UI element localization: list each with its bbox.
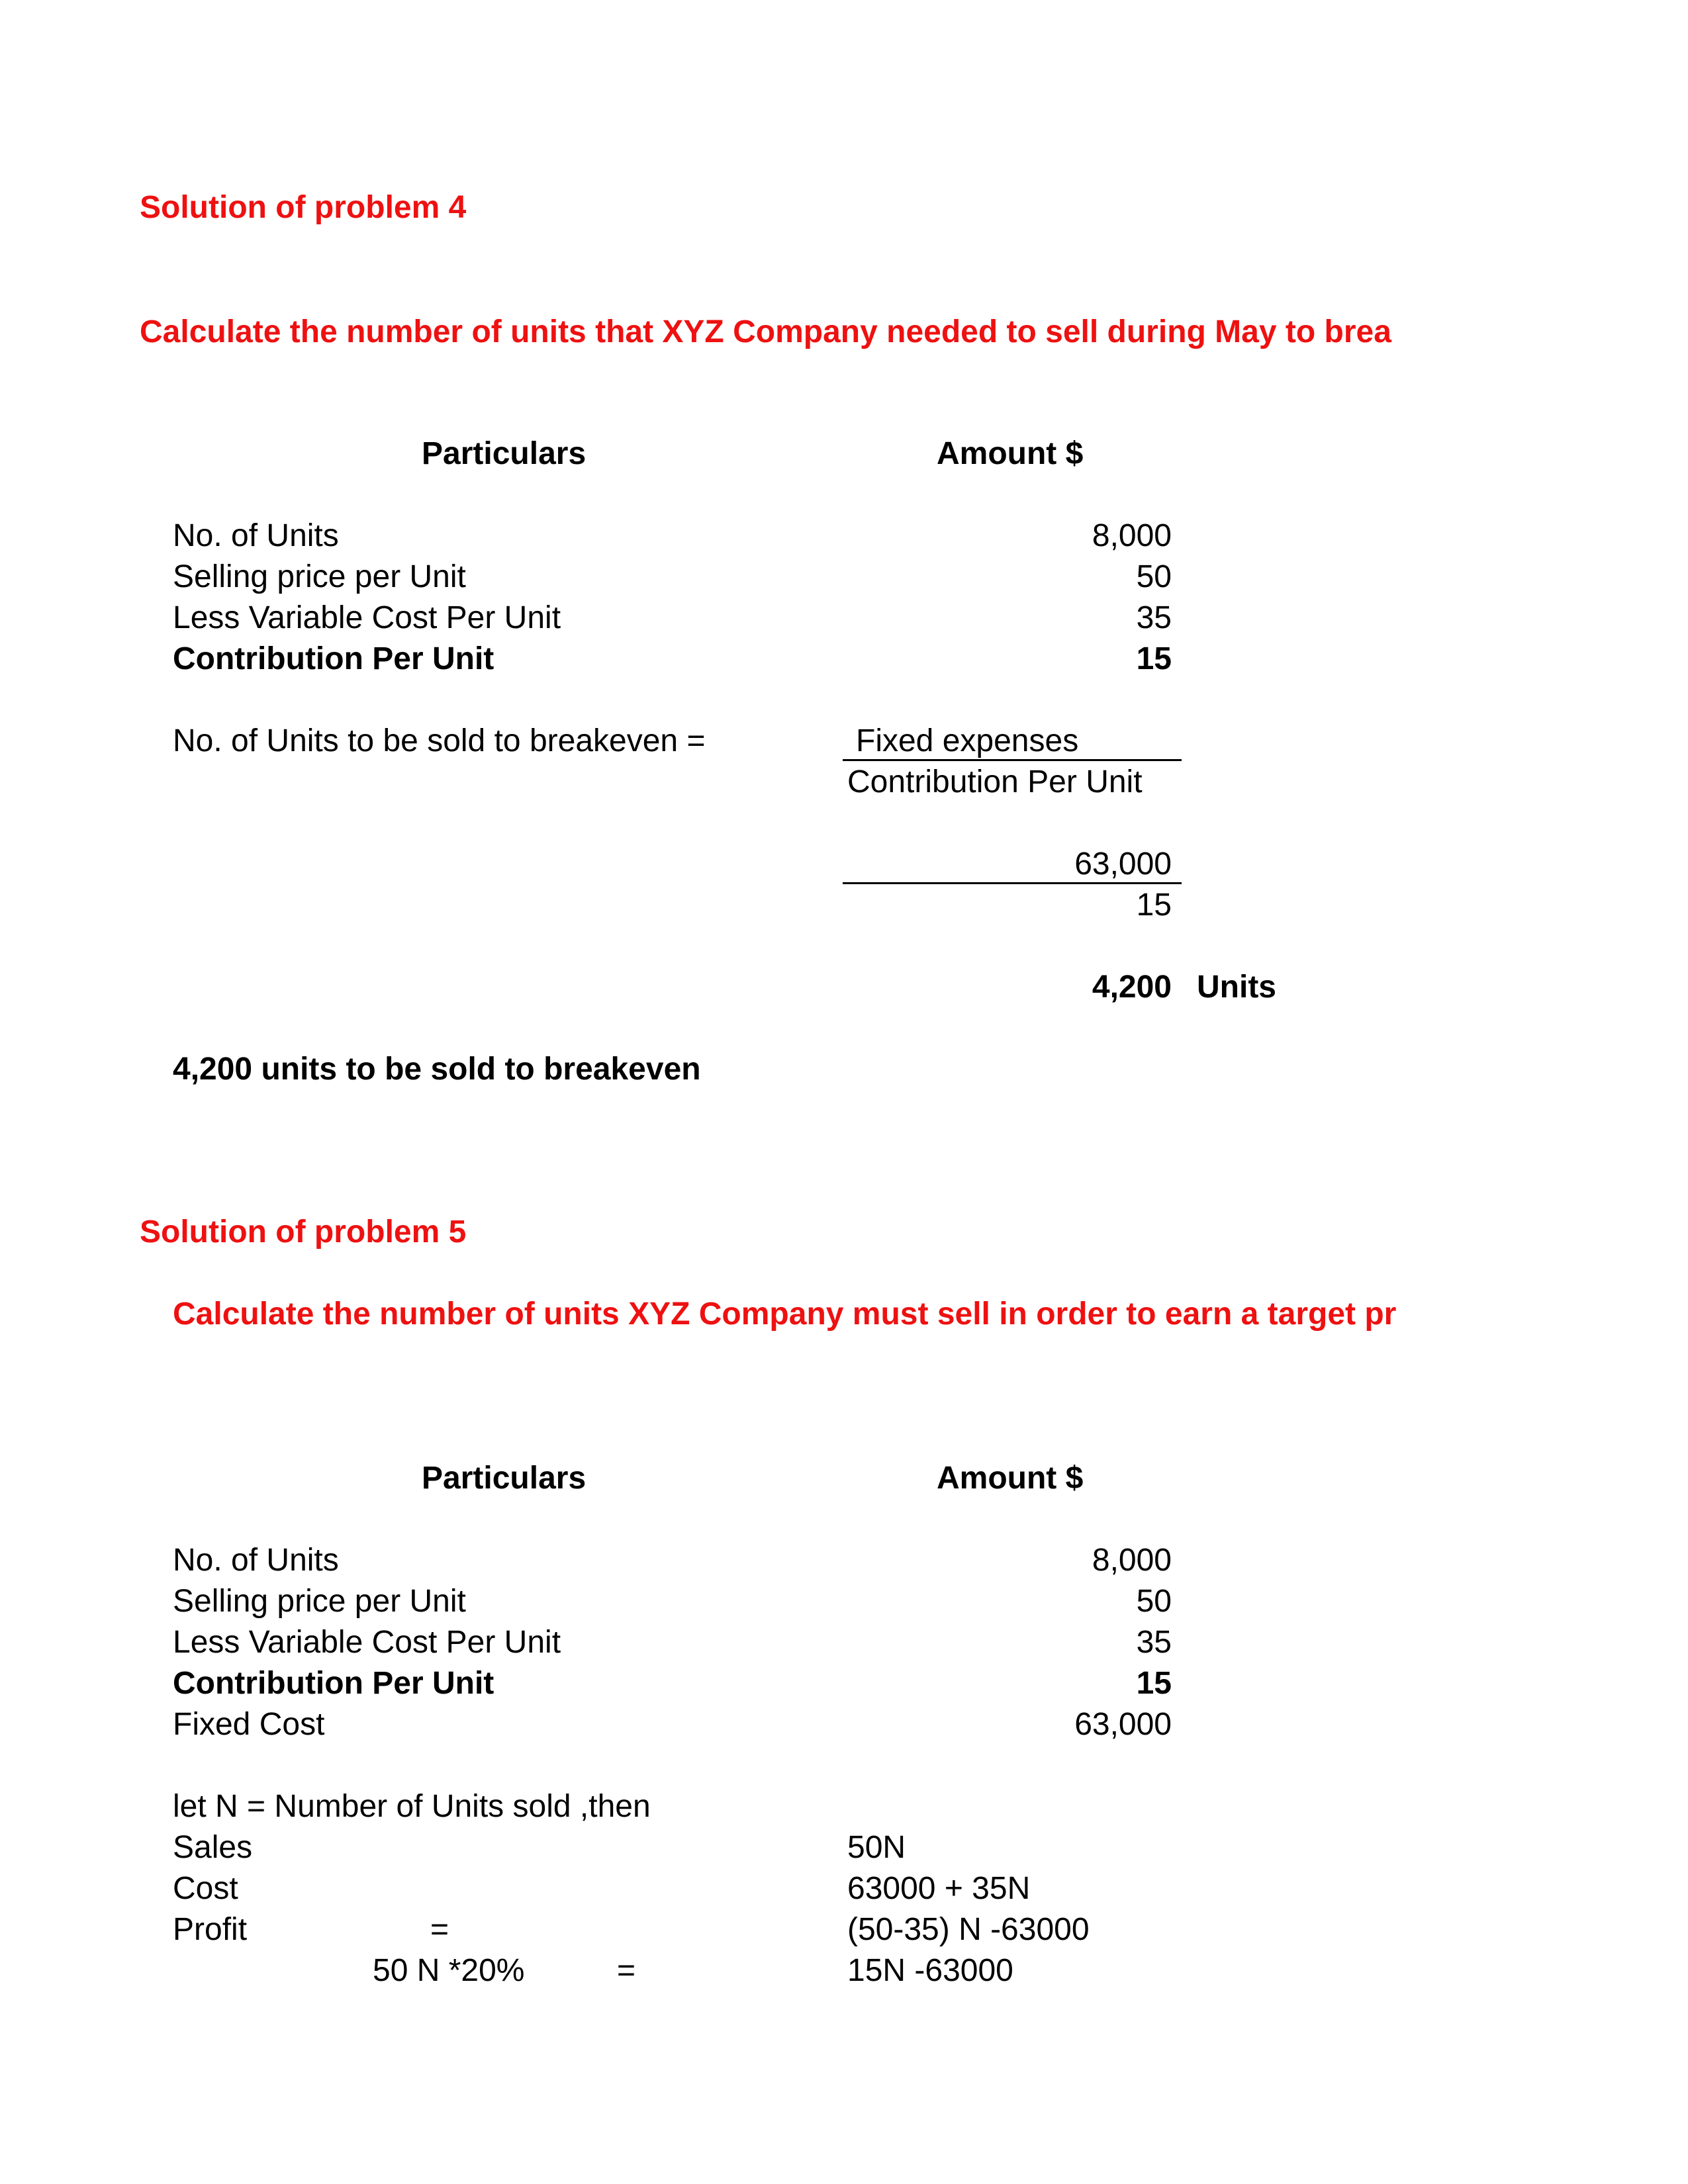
result-value: 4,200 <box>1092 970 1172 1005</box>
row-value: 15 <box>1136 641 1172 676</box>
problem4-heading: Solution of problem 4 <box>140 190 467 225</box>
profit-value: (50-35) N -63000 <box>847 1912 1090 1947</box>
sales-value: 50N <box>847 1830 906 1865</box>
row-value: 50 <box>1136 1584 1172 1619</box>
row-label: Fixed Cost <box>173 1707 325 1742</box>
fraction-denominator: Contribution Per Unit <box>847 764 1143 799</box>
result-unit: Units <box>1197 970 1276 1005</box>
row-label: Contribution Per Unit <box>173 1666 494 1701</box>
row-value: 15 <box>1136 1666 1172 1701</box>
row-label: Less Variable Cost Per Unit <box>173 600 561 635</box>
row-label: No. of Units <box>173 1543 339 1578</box>
breakeven-label: No. of Units to be sold to breakeven = <box>173 723 706 758</box>
row-value: 8,000 <box>1092 518 1172 553</box>
profit-label: Profit <box>173 1912 248 1947</box>
numeric-denominator: 15 <box>1136 887 1172 923</box>
sales-label: Sales <box>173 1830 253 1865</box>
target-expression: 50 N *20% <box>373 1953 525 1988</box>
row-label: No. of Units <box>173 518 339 553</box>
target-value: 15N -63000 <box>847 1953 1013 1988</box>
particulars-header: Particulars <box>422 1461 586 1496</box>
problem5-heading: Solution of problem 5 <box>140 1214 467 1250</box>
row-value: 63,000 <box>1074 1707 1172 1742</box>
profit-equals: = <box>430 1912 449 1947</box>
amount-header: Amount $ <box>937 436 1084 471</box>
row-label: Less Variable Cost Per Unit <box>173 1625 561 1660</box>
row-label: Selling price per Unit <box>173 1584 466 1619</box>
fraction-numerator: Fixed expenses <box>856 723 1079 758</box>
fraction-line <box>843 759 1182 761</box>
cost-value: 63000 + 35N <box>847 1871 1031 1906</box>
let-statement: let N = Number of Units sold ,then <box>173 1789 651 1824</box>
fraction-line <box>843 882 1182 884</box>
numeric-numerator: 63,000 <box>1074 846 1172 882</box>
particulars-header: Particulars <box>422 436 586 471</box>
amount-header: Amount $ <box>937 1461 1084 1496</box>
row-value: 35 <box>1136 600 1172 635</box>
problem5-question: Calculate the number of units XYZ Company must sell in order to earn a target pr <box>173 1297 1397 1332</box>
cost-label: Cost <box>173 1871 238 1906</box>
row-value: 35 <box>1136 1625 1172 1660</box>
row-label: Contribution Per Unit <box>173 641 494 676</box>
row-value: 50 <box>1136 559 1172 594</box>
row-value: 8,000 <box>1092 1543 1172 1578</box>
row-label: Selling price per Unit <box>173 559 466 594</box>
target-equals: = <box>617 1953 636 1988</box>
problem4-conclusion: 4,200 units to be sold to breakeven <box>173 1052 701 1087</box>
problem4-question: Calculate the number of units that XYZ Company needed to sell during May to brea <box>140 314 1391 349</box>
